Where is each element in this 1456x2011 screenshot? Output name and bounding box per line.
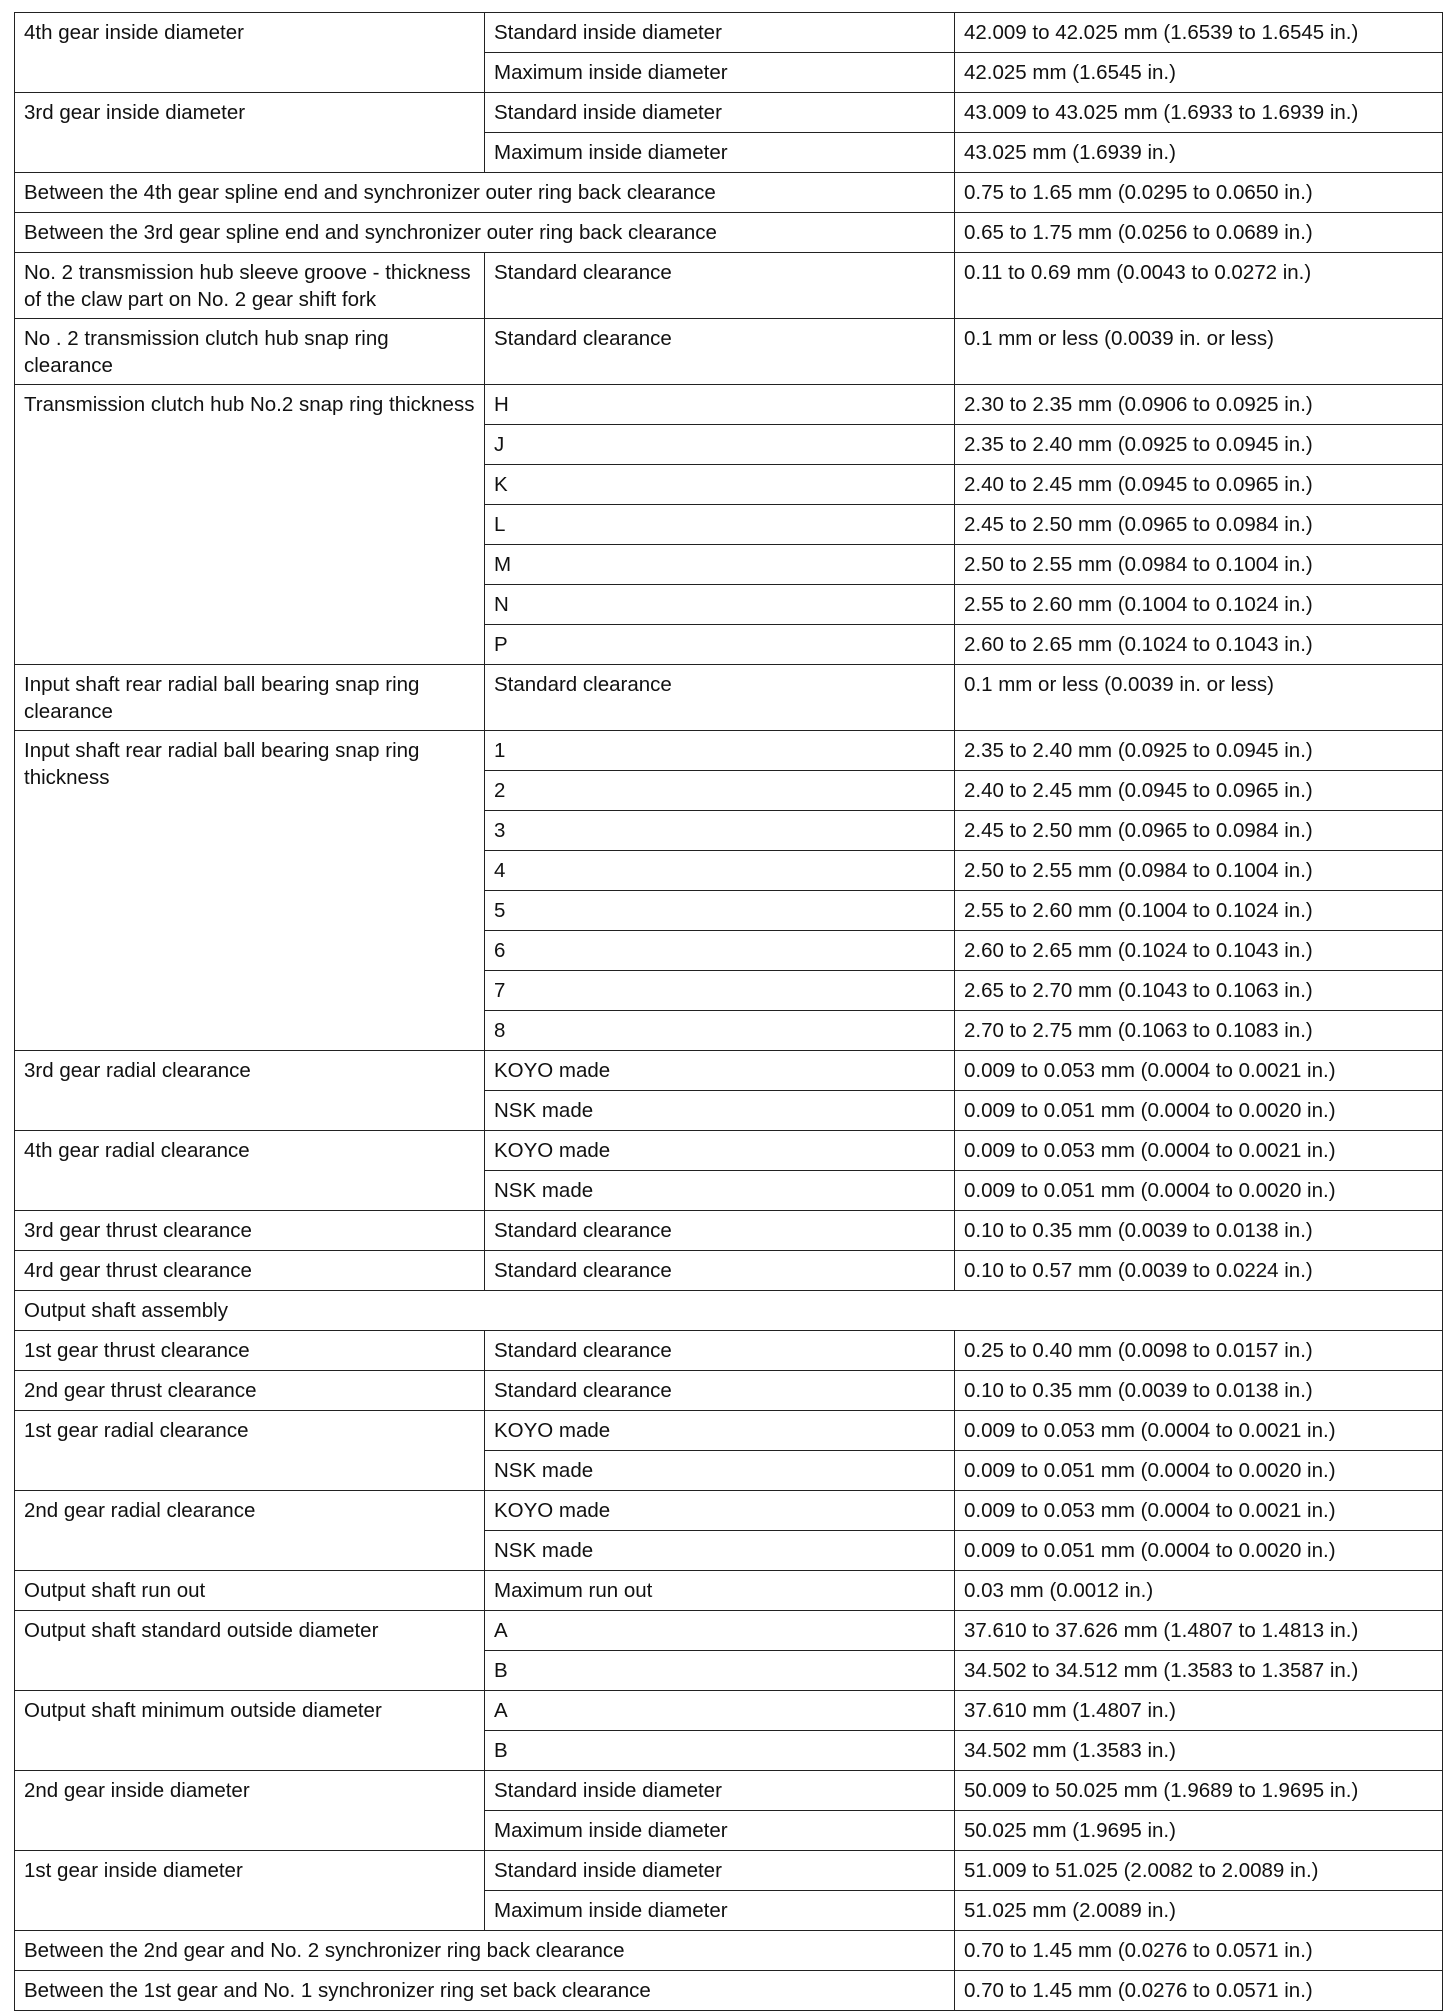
table-row: [15, 93, 1443, 133]
condition: NSK made: [485, 1171, 955, 1211]
item-label: Between the 3rd gear spline end and synchronizer outer ring back clearance: [15, 213, 955, 253]
table-row: [15, 1291, 1443, 1331]
spec-value: 0.009 to 0.053 mm (0.0004 to 0.0021 in.): [955, 1411, 1443, 1451]
spec-value: 0.009 to 0.051 mm (0.0004 to 0.0020 in.): [955, 1451, 1443, 1491]
condition: 2: [485, 771, 955, 811]
spec-value: 0.65 to 1.75 mm (0.0256 to 0.0689 in.): [955, 213, 1443, 253]
spec-value: 0.75 to 1.65 mm (0.0295 to 0.0650 in.): [955, 173, 1443, 213]
condition: Maximum inside diameter: [485, 1811, 955, 1851]
spec-value: 37.610 mm (1.4807 in.): [955, 1691, 1443, 1731]
condition: N: [485, 585, 955, 625]
condition: Standard inside diameter: [485, 13, 955, 53]
spec-value: 0.009 to 0.053 mm (0.0004 to 0.0021 in.): [955, 1491, 1443, 1531]
condition: KOYO made: [485, 1131, 955, 1171]
spec-value: 2.45 to 2.50 mm (0.0965 to 0.0984 in.): [955, 505, 1443, 545]
item-label: 1st gear radial clearance: [15, 1411, 485, 1491]
spec-value: 0.009 to 0.051 mm (0.0004 to 0.0020 in.): [955, 1531, 1443, 1571]
spec-table-body: [15, 13, 1443, 2011]
spec-value: 0.10 to 0.35 mm (0.0039 to 0.0138 in.): [955, 1211, 1443, 1251]
item-label: 2nd gear radial clearance: [15, 1491, 485, 1571]
condition: Standard clearance: [485, 319, 955, 385]
spec-value: 2.50 to 2.55 mm (0.0984 to 0.1004 in.): [955, 851, 1443, 891]
table-row: [15, 213, 1443, 253]
condition: K: [485, 465, 955, 505]
spec-value: 50.009 to 50.025 mm (1.9689 to 1.9695 in.): [955, 1771, 1443, 1811]
spec-value: 0.70 to 1.45 mm (0.0276 to 0.0571 in.): [955, 1971, 1443, 2011]
spec-value: 2.35 to 2.40 mm (0.0925 to 0.0945 in.): [955, 425, 1443, 465]
spec-table: [14, 12, 1443, 2011]
spec-value: 2.55 to 2.60 mm (0.1004 to 0.1024 in.): [955, 891, 1443, 931]
spec-value: 2.35 to 2.40 mm (0.0925 to 0.0945 in.): [955, 731, 1443, 771]
table-row: [15, 253, 1443, 319]
table-row: [15, 1211, 1443, 1251]
condition: 3: [485, 811, 955, 851]
condition: A: [485, 1611, 955, 1651]
condition: L: [485, 505, 955, 545]
spec-value: 34.502 to 34.512 mm (1.3583 to 1.3587 in.): [955, 1651, 1443, 1691]
condition: Maximum inside diameter: [485, 133, 955, 173]
table-row: [15, 731, 1443, 771]
spec-value: 0.10 to 0.35 mm (0.0039 to 0.0138 in.): [955, 1371, 1443, 1411]
item-label: Between the 2nd gear and No. 2 synchronizer ring back clearance: [15, 1931, 955, 1971]
table-row: [15, 1331, 1443, 1371]
condition: Standard clearance: [485, 1211, 955, 1251]
condition: M: [485, 545, 955, 585]
condition: Standard inside diameter: [485, 93, 955, 133]
item-label: Output shaft run out: [15, 1571, 485, 1611]
spec-value: 0.10 to 0.57 mm (0.0039 to 0.0224 in.): [955, 1251, 1443, 1291]
spec-value: 2.40 to 2.45 mm (0.0945 to 0.0965 in.): [955, 771, 1443, 811]
spec-value: 0.1 mm or less (0.0039 in. or less): [955, 319, 1443, 385]
table-row: [15, 1931, 1443, 1971]
condition: Standard clearance: [485, 1251, 955, 1291]
item-label: No. 2 transmission hub sleeve groove - thickness of the claw part on No. 2 gear shift fork: [15, 253, 485, 319]
spec-value: 43.009 to 43.025 mm (1.6933 to 1.6939 in.): [955, 93, 1443, 133]
item-label: 2nd gear inside diameter: [15, 1771, 485, 1851]
table-row: [15, 1411, 1443, 1451]
spec-value: 0.009 to 0.051 mm (0.0004 to 0.0020 in.): [955, 1171, 1443, 1211]
condition: B: [485, 1731, 955, 1771]
item-label: 2nd gear thrust clearance: [15, 1371, 485, 1411]
spec-value: 43.025 mm (1.6939 in.): [955, 133, 1443, 173]
condition: KOYO made: [485, 1051, 955, 1091]
condition: 6: [485, 931, 955, 971]
spec-value: 51.025 mm (2.0089 in.): [955, 1891, 1443, 1931]
spec-value: 0.03 mm (0.0012 in.): [955, 1571, 1443, 1611]
item-label: Between the 4th gear spline end and synchronizer outer ring back clearance: [15, 173, 955, 213]
spec-value: 2.55 to 2.60 mm (0.1004 to 0.1024 in.): [955, 585, 1443, 625]
spec-value: 0.11 to 0.69 mm (0.0043 to 0.0272 in.): [955, 253, 1443, 319]
spec-value: 0.70 to 1.45 mm (0.0276 to 0.0571 in.): [955, 1931, 1443, 1971]
section-heading: Output shaft assembly: [15, 1291, 1443, 1331]
table-row: [15, 1571, 1443, 1611]
spec-value: 2.40 to 2.45 mm (0.0945 to 0.0965 in.): [955, 465, 1443, 505]
condition: Standard clearance: [485, 1331, 955, 1371]
condition: KOYO made: [485, 1491, 955, 1531]
condition: Maximum inside diameter: [485, 53, 955, 93]
spec-value: 0.1 mm or less (0.0039 in. or less): [955, 665, 1443, 731]
item-label: 3rd gear inside diameter: [15, 93, 485, 173]
condition: P: [485, 625, 955, 665]
condition: NSK made: [485, 1091, 955, 1131]
table-row: [15, 1971, 1443, 2011]
item-label: 3rd gear radial clearance: [15, 1051, 485, 1131]
condition: Maximum inside diameter: [485, 1891, 955, 1931]
spec-value: 2.30 to 2.35 mm (0.0906 to 0.0925 in.): [955, 385, 1443, 425]
condition: Standard clearance: [485, 1371, 955, 1411]
table-row: [15, 1491, 1443, 1531]
table-row: [15, 319, 1443, 385]
condition: 4: [485, 851, 955, 891]
item-label: 1st gear thrust clearance: [15, 1331, 485, 1371]
condition: A: [485, 1691, 955, 1731]
spec-value: 0.25 to 0.40 mm (0.0098 to 0.0157 in.): [955, 1331, 1443, 1371]
spec-value: 34.502 mm (1.3583 in.): [955, 1731, 1443, 1771]
condition: NSK made: [485, 1451, 955, 1491]
condition: Standard inside diameter: [485, 1851, 955, 1891]
condition: 1: [485, 731, 955, 771]
condition: Maximum run out: [485, 1571, 955, 1611]
condition: 7: [485, 971, 955, 1011]
condition: 8: [485, 1011, 955, 1051]
item-label: 4rd gear thrust clearance: [15, 1251, 485, 1291]
item-label: Transmission clutch hub No.2 snap ring thickness: [15, 385, 485, 665]
spec-value: 2.50 to 2.55 mm (0.0984 to 0.1004 in.): [955, 545, 1443, 585]
table-row: [15, 1251, 1443, 1291]
spec-value: 0.009 to 0.053 mm (0.0004 to 0.0021 in.): [955, 1131, 1443, 1171]
spec-value: 2.65 to 2.70 mm (0.1043 to 0.1063 in.): [955, 971, 1443, 1011]
spec-value: 42.009 to 42.025 mm (1.6539 to 1.6545 in.): [955, 13, 1443, 53]
spec-value: 51.009 to 51.025 (2.0082 to 2.0089 in.): [955, 1851, 1443, 1891]
table-row: [15, 1771, 1443, 1811]
spec-value: 2.60 to 2.65 mm (0.1024 to 0.1043 in.): [955, 625, 1443, 665]
table-row: [15, 1131, 1443, 1171]
condition: H: [485, 385, 955, 425]
item-label: 4th gear radial clearance: [15, 1131, 485, 1211]
condition: Standard inside diameter: [485, 1771, 955, 1811]
table-row: [15, 665, 1443, 731]
spec-value: 50.025 mm (1.9695 in.): [955, 1811, 1443, 1851]
condition: 5: [485, 891, 955, 931]
item-label: Input shaft rear radial ball bearing snap ring clearance: [15, 665, 485, 731]
spec-value: 0.009 to 0.053 mm (0.0004 to 0.0021 in.): [955, 1051, 1443, 1091]
spec-value: 2.60 to 2.65 mm (0.1024 to 0.1043 in.): [955, 931, 1443, 971]
item-label: 1st gear inside diameter: [15, 1851, 485, 1931]
condition: NSK made: [485, 1531, 955, 1571]
item-label: Between the 1st gear and No. 1 synchronizer ring set back clearance: [15, 1971, 955, 2011]
table-row: [15, 1851, 1443, 1891]
condition: B: [485, 1651, 955, 1691]
item-label: Input shaft rear radial ball bearing snap ring thickness: [15, 731, 485, 1051]
item-label: Output shaft minimum outside diameter: [15, 1691, 485, 1771]
table-row: [15, 13, 1443, 53]
spec-value: 2.45 to 2.50 mm (0.0965 to 0.0984 in.): [955, 811, 1443, 851]
item-label: 3rd gear thrust clearance: [15, 1211, 485, 1251]
condition: KOYO made: [485, 1411, 955, 1451]
item-label: 4th gear inside diameter: [15, 13, 485, 93]
table-row: [15, 1051, 1443, 1091]
item-label: No . 2 transmission clutch hub snap ring clearance: [15, 319, 485, 385]
spec-value: 2.70 to 2.75 mm (0.1063 to 0.1083 in.): [955, 1011, 1443, 1051]
table-row: [15, 1611, 1443, 1651]
condition: Standard clearance: [485, 665, 955, 731]
item-label: Output shaft standard outside diameter: [15, 1611, 485, 1691]
spec-value: 42.025 mm (1.6545 in.): [955, 53, 1443, 93]
table-row: [15, 1691, 1443, 1731]
condition: J: [485, 425, 955, 465]
table-row: [15, 173, 1443, 213]
spec-value: 0.009 to 0.051 mm (0.0004 to 0.0020 in.): [955, 1091, 1443, 1131]
table-row: [15, 385, 1443, 425]
condition: Standard clearance: [485, 253, 955, 319]
table-row: [15, 1371, 1443, 1411]
spec-value: 37.610 to 37.626 mm (1.4807 to 1.4813 in.): [955, 1611, 1443, 1651]
